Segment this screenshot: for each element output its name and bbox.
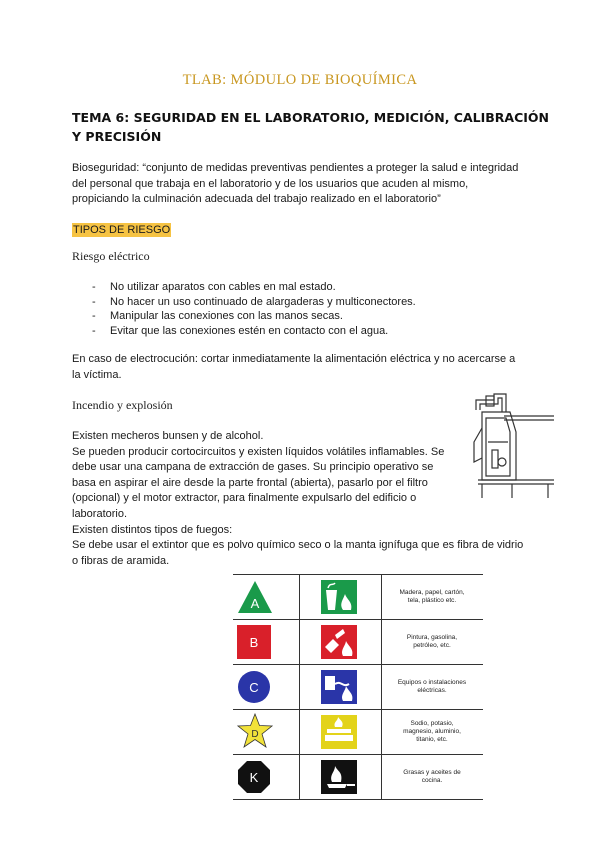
fire-class-letter: C [249,680,259,695]
text-line: laboratorio. [72,507,128,520]
desc-line: Grasas y aceites de [403,769,461,776]
fire-class-description [385,755,479,799]
fire-class-letter: A [250,596,260,611]
fire-class-description [385,710,479,754]
text-line: propiciando la culminación adecuada del trabajo realizado en el laboratorio” [72,193,441,206]
fire-classes-table [233,574,483,800]
fire-class-letter: D [251,729,259,740]
list-item: - Manipular las conexiones con las manos secas. [92,309,542,324]
desc-line: eléctricas. [417,687,447,694]
highlighted-heading: TIPOS DE RIESGO [73,224,171,236]
text-line: del personal que trabaja en el laboratorio y de los usuarios que acuden al mismo, [72,177,469,190]
fire-class-row-a [233,575,483,620]
class-d-star-icon [237,713,273,749]
list-item: - No utilizar aparatos con cables en mal estado. [92,280,542,295]
section-heading-tipos-riesgo [72,220,171,238]
bioseguridad-paragraph [72,161,532,208]
desc-line: cocina. [421,777,443,784]
subheading-incendio: Incendio y explosión [72,398,173,412]
fire-class-row-b [233,620,483,665]
title-line-1: TEMA 6: SEGURIDAD EN EL LABORATORIO, MEDICIÓN, CALIBRACIÓN [72,110,550,125]
fume-hood-illustration [466,392,556,500]
text-line: Se debe usar el extintor que es polvo químico seco o la manta ignífuga que es fibra de vidrio [72,539,524,552]
text-line: Bioseguridad: “conjunto de medidas preventivas pendientes a proteger la salud e integridad [72,162,519,174]
fire-class-letter: B [249,635,259,650]
desc-line: magnesio, aluminio, [403,728,461,735]
fire-class-row-d [233,710,483,755]
fire-class-row-c [233,665,483,710]
fire-class-description [385,620,479,664]
desc-line: titanio, etc. [416,736,448,743]
desc-line: Equipos o instalaciones [397,679,467,686]
fire-class-description [385,665,479,709]
page-title [72,108,550,146]
course-header: TLAB: MÓDULO DE BIOQUÍMICA [182,72,418,88]
text-line: Existen distintos tipos de fuegos: [72,523,233,536]
desc-line: Madera, papel, cartón, [399,589,465,596]
wastebasket-fire-icon [321,580,357,614]
cooking-pan-fire-icon [321,760,357,794]
fire-class-letter: K [249,770,259,785]
electric-risk-list [92,280,542,338]
text-line: En caso de electrocución: cortar inmediatamente la alimentación eléctrica y no acercarse a [72,353,516,365]
text-line: Se pueden producir cortocircuitos y existen líquidos volátiles inflamables. Se [72,445,445,458]
class-a-triangle-icon [237,580,273,614]
text-line: (opcional) y el motor extractor, para finalmente expulsarlo del edificio o [72,492,417,505]
list-item: - Evitar que las conexiones estén en contacto con el agua. [92,324,542,339]
fire-class-description [385,575,479,619]
desc-line: tela, plástico etc. [407,597,457,604]
subheading-riesgo-electrico: Riesgo eléctrico [72,249,150,263]
desc-line: petróleo, etc. [413,642,451,649]
desc-line: Pintura, gasolina, [406,634,458,641]
class-k-octagon-icon [237,760,271,794]
liquid-spill-fire-icon [321,625,357,659]
text-line: basa en aspirar el aire desde la parte frontal (abierta), pasarlo por el filtro [72,476,428,489]
text-line: debe usar una campana de extracción de gases. Su principio operativo se [72,461,434,474]
text-line: o fibras de aramida. [72,554,170,567]
class-b-square-icon [237,625,271,659]
metal-fire-icon [321,715,357,749]
incendio-paragraph [72,429,532,569]
desc-line: Sodio, potasio, [410,720,454,727]
list-item: - No hacer un uso continuado de alargaderas y multiconectores. [92,295,542,310]
fire-class-row-k [233,755,483,799]
electrocucion-paragraph [72,352,532,383]
text-line: la víctima. [72,368,122,381]
class-c-circle-icon [237,670,271,704]
title-line-2: Y PRECISIÓN [72,129,162,144]
electrical-outlet-fire-icon [321,670,357,704]
text-line: Existen mecheros bunsen y de alcohol. [72,430,264,442]
